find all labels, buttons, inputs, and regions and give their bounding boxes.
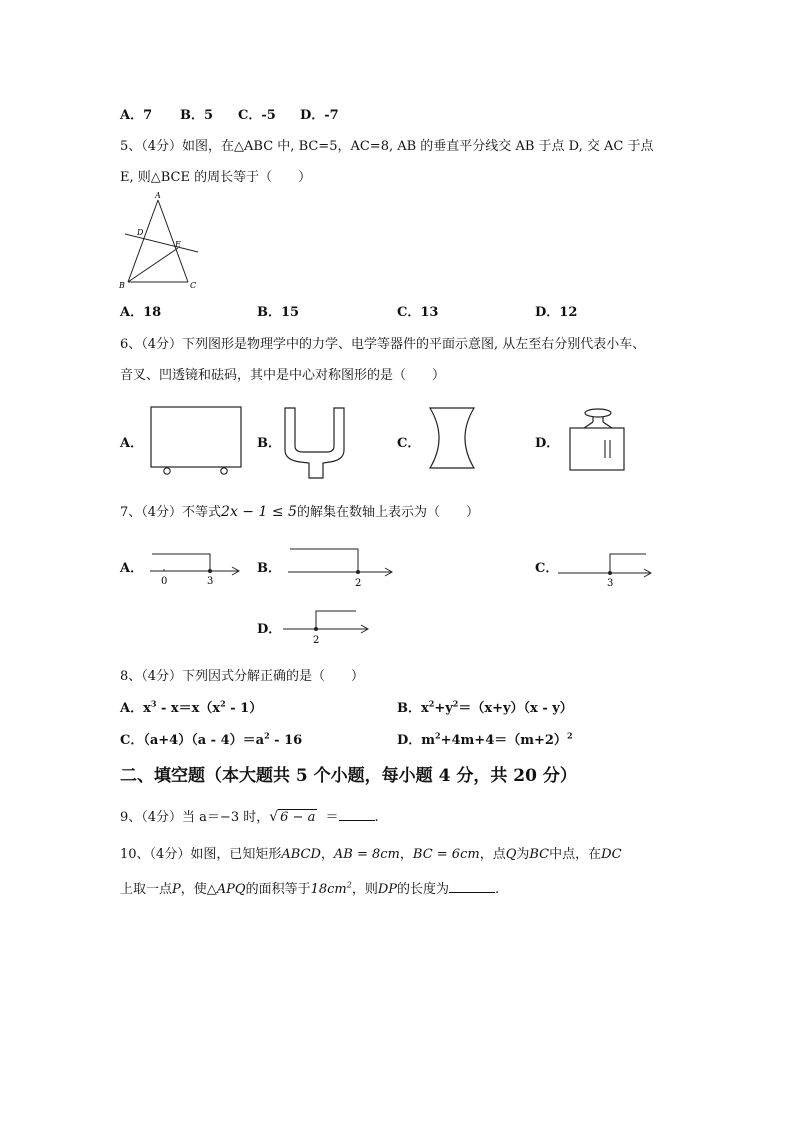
q7-label-d: D． bbox=[257, 622, 282, 637]
q5-stem-line2: E, 则△BCE 的周长等于（ ） bbox=[120, 170, 312, 185]
q7-prefix: 7、（4分）不等式 bbox=[120, 505, 222, 520]
q9-radicand: 6 − a bbox=[280, 810, 316, 825]
q6-cart-figure bbox=[150, 406, 245, 476]
q6-label-a: A． bbox=[120, 436, 144, 451]
q8-option-a: A．$x^3 - x=x(x^2 - 1)$ bbox=[120, 698, 263, 716]
q8-option-c: C．$(a+4)(a - 4)=a^2 - 16$ bbox=[120, 730, 303, 748]
q6-label-b: B． bbox=[257, 436, 281, 451]
q7-label-a: A． bbox=[120, 561, 144, 576]
q5-label-c: C bbox=[190, 281, 197, 290]
q5-label-e: E bbox=[175, 240, 181, 249]
q9-answer-blank[interactable] bbox=[339, 808, 375, 821]
q5-option-d: D．12 bbox=[535, 305, 578, 320]
q7-a-zero-tick: 0 bbox=[161, 576, 168, 587]
q9-sqrt-sign: √ bbox=[269, 809, 279, 825]
q7-number-line-a bbox=[150, 548, 245, 588]
q8-option-b: B．$x^2+y^2=(x+y)(x - y)$ bbox=[397, 698, 573, 716]
q6-concave-lens-figure bbox=[425, 406, 480, 470]
q5-label-a: A bbox=[155, 191, 161, 200]
q7-b-two-tick: 2 bbox=[355, 578, 362, 589]
q6-weight-figure bbox=[568, 406, 628, 472]
q5-option-b: B．15 bbox=[257, 305, 300, 320]
q5-label-d: D bbox=[137, 228, 144, 237]
q7-stem bbox=[120, 501, 479, 520]
q4-option-d: D．-7 bbox=[300, 108, 339, 123]
q6-stem-line2: 音叉、凹透镜和砝码，其中是中心对称图形的是（ ） bbox=[120, 368, 446, 383]
q5-option-c: C．13 bbox=[397, 305, 439, 320]
q10-stem-line2: 上取一点P，使△APQ的面积等于$18cm^2$，则DP的长度为 . bbox=[120, 880, 500, 897]
q7-number-line-b bbox=[288, 545, 398, 589]
section-2-title: 二、填空题（本大题共 5 个小题，每小题 4 分，共 20 分） bbox=[120, 766, 577, 786]
q7-label-c: C． bbox=[535, 561, 559, 576]
q5-stem-line1: 5、（4分）如图，在△ABC 中, BC=5，AC=8, AB 的垂直平分线交 AB 于点 D, 交 AC 于点 bbox=[120, 139, 654, 154]
q10-stem-line1: 10、（4分）如图，已知矩形ABCD，AB = 8cm，BC = 6cm，点Q为BC中点，在DC bbox=[120, 847, 622, 862]
q5-option-a: A．18 bbox=[120, 305, 162, 320]
q7-c-three-tick: 3 bbox=[607, 578, 614, 589]
q9-stem: 9、（4分）当 a＝−3 时，√ 6 − a ＝ . bbox=[120, 809, 379, 825]
q7-suffix: 的解集在数轴上表示为（ ） bbox=[296, 505, 479, 520]
q7-number-line-d bbox=[283, 608, 375, 648]
q6-tuning-fork-figure bbox=[282, 406, 352, 482]
q7-inequality: 2x − 1 ≤ 5 bbox=[221, 504, 297, 520]
q8-option-d: D．$m^2+4m+4=(m+2)^2$ bbox=[397, 730, 573, 748]
q8-stem: 8、（4分）下列因式分解正确的是（ ） bbox=[120, 669, 365, 684]
q10-answer-blank[interactable] bbox=[449, 880, 495, 893]
q5-triangle-figure bbox=[118, 192, 208, 292]
q7-d-two-tick: 2 bbox=[313, 635, 320, 646]
q4-option-c: C．-5 bbox=[238, 108, 276, 123]
q5-label-b: B bbox=[119, 281, 125, 290]
q6-stem-line1: 6、（4分）下列图形是物理学中的力学、电学等器件的平面示意图, 从左至右分别代表小车、 bbox=[120, 337, 646, 352]
q7-a-three-tick: 3 bbox=[207, 576, 214, 587]
q7-number-line-c bbox=[558, 550, 658, 590]
q6-label-d: D． bbox=[535, 436, 560, 451]
q7-label-b: B． bbox=[257, 561, 281, 576]
q4-option-a: A．7 bbox=[120, 108, 153, 123]
q6-label-c: C． bbox=[397, 436, 421, 451]
q4-option-b: B．5 bbox=[180, 108, 214, 123]
